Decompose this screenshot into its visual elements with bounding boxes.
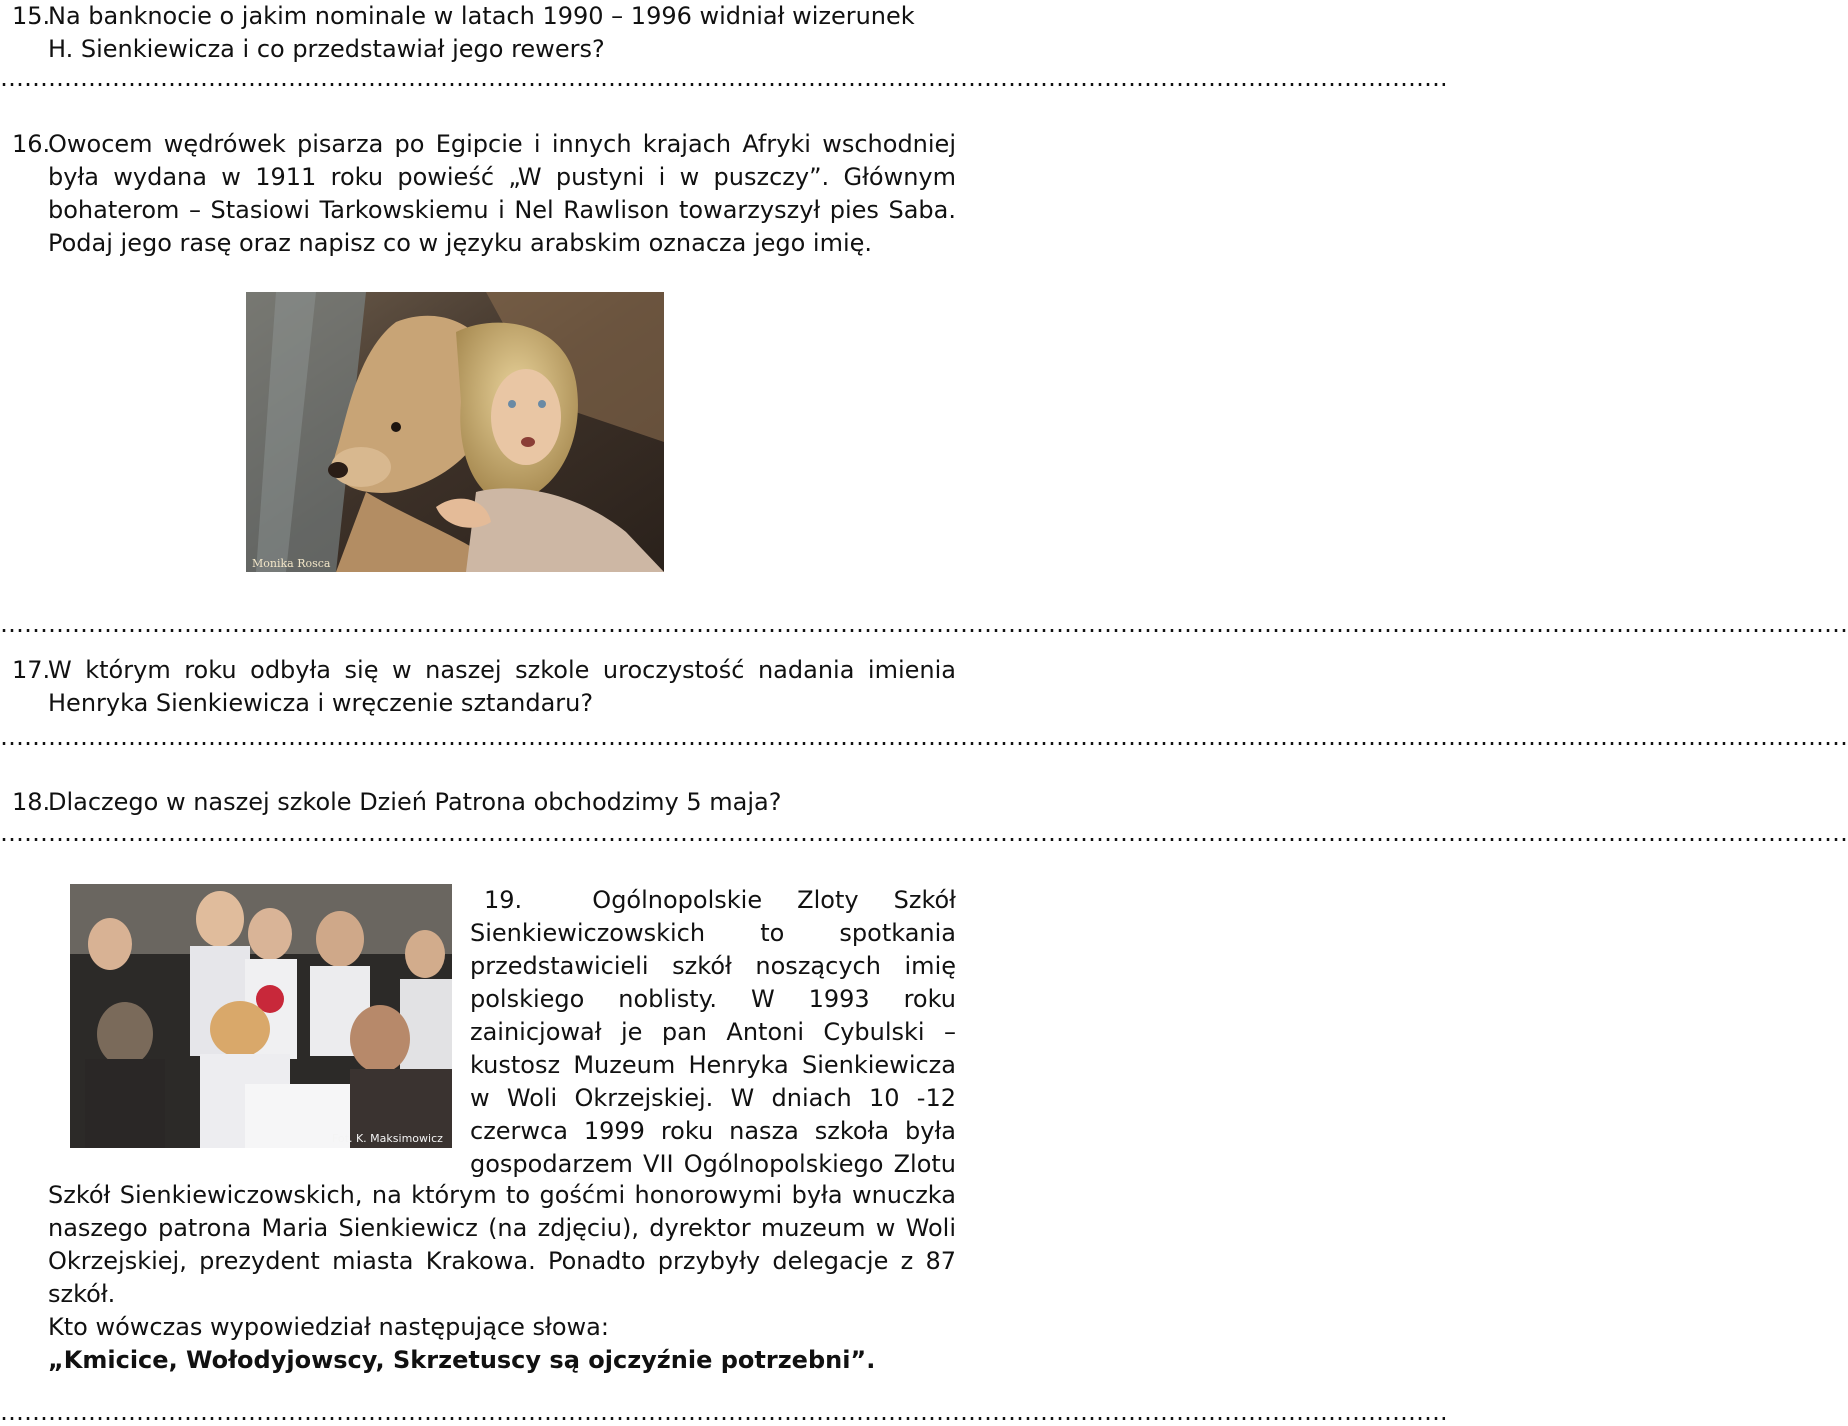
photo-rally-group [70,884,452,1148]
photo-girl-with-dog [246,292,664,572]
question-text-line: była wydana w 1911 roku powieść „W pustyni i w puszczy”. Głównym [48,163,956,191]
question-number: 15. [12,2,51,30]
question-text-line: bohaterom – Stasiowi Tarkowskiemu i Nel Rawlison towarzyszył pies Saba. [48,196,956,224]
answer-line[interactable]: …………………………………………………………………………………………………………………………………………………………………………………………………………… [0,723,1848,751]
question-17 [12,654,956,720]
question-text-line: szkół. [48,1280,116,1308]
question-text-line: Na banknocie o jakim nominale w latach 1990 – 1996 widniał wizerunek [48,2,915,30]
quote-text: „Kmicice, Wołodyjowscy, Skrzetuscy są ojczyźnie potrzebni”. [48,1346,876,1374]
question-text-line: czerwca 1999 roku nasza szkoła była [470,1117,956,1145]
photo-girl-with-dog-image [246,292,664,572]
question-text-line: zainicjował je pan Antoni Cybulski – [470,1018,956,1046]
question-19-continued [48,1179,956,1377]
question-text-line: Podaj jego rasę oraz napisz co w języku arabskim oznacza jego imię. [48,229,873,257]
question-text-line: W którym roku odbyła się w naszej szkole uroczystość nadania imienia [48,656,956,684]
photo-credit: Monika Rosca [252,557,331,570]
question-text-line: Owocem wędrówek pisarza po Egipcie i innych krajach Afryki wschodniej [48,130,956,158]
question-text-line: polskiego noblisty. W 1993 roku [470,985,956,1013]
question-18 [12,786,956,819]
question-number: 19. [484,886,523,914]
answer-line[interactable]: ………………………………………………………………………………………………………………………………………………………………. [0,1398,1448,1426]
answer-line[interactable]: …………………………………………………………………………………………………………………………………………………………………………………………………………… [0,610,1848,638]
question-text-line: kustosz Muzeum Henryka Sienkiewicza [470,1051,956,1079]
question-text-line: gospodarzem VII Ogólnopolskiego Zlotu [470,1150,956,1178]
question-number: 18. [12,788,51,816]
question-text-line: w Woli Okrzejskiej. W dniach 10 -12 [470,1084,956,1112]
question-text-line: Szkół Sienkiewiczowskich, na którym to gośćmi honorowymi była wnuczka [48,1181,956,1209]
question-text-line: Sienkiewiczowskich to spotkania [470,919,956,947]
question-text-line: naszego patrona Maria Sienkiewicz (na zdjęciu), dyrektor muzeum w Woli [48,1214,956,1242]
answer-line[interactable]: ………………………………………………………………………………………………………………………………………………………………. [0,64,1448,92]
question-text-line: H. Sienkiewicza i co przedstawiał jego rewers? [48,35,605,63]
photo-credit: Fot. K. Maksimowicz [332,1132,443,1145]
question-19 [470,884,956,1181]
question-number: 17. [12,656,51,684]
question-15 [12,0,956,66]
question-16 [12,128,956,260]
question-text-line: Dlaczego w naszej szkole Dzień Patrona obchodzimy 5 maja? [48,788,782,816]
question-prompt: Kto wówczas wypowiedział następujące słowa: [48,1313,609,1341]
question-text-line: Henryka Sienkiewicza i wręczenie sztandaru? [48,689,594,717]
question-text-line: Ogólnopolskie Zloty Szkół [592,886,956,914]
photo-rally-group-image [70,884,452,1148]
answer-line[interactable]: …………………………………………………………………………………………………………………………………………………………………………………………………………… [0,819,1848,847]
question-number: 16. [12,130,51,158]
question-text-line: przedstawicieli szkół noszących imię [470,952,956,980]
question-text-line: Okrzejskiej, prezydent miasta Krakowa. Ponadto przybyły delegacje z 87 [48,1247,956,1275]
